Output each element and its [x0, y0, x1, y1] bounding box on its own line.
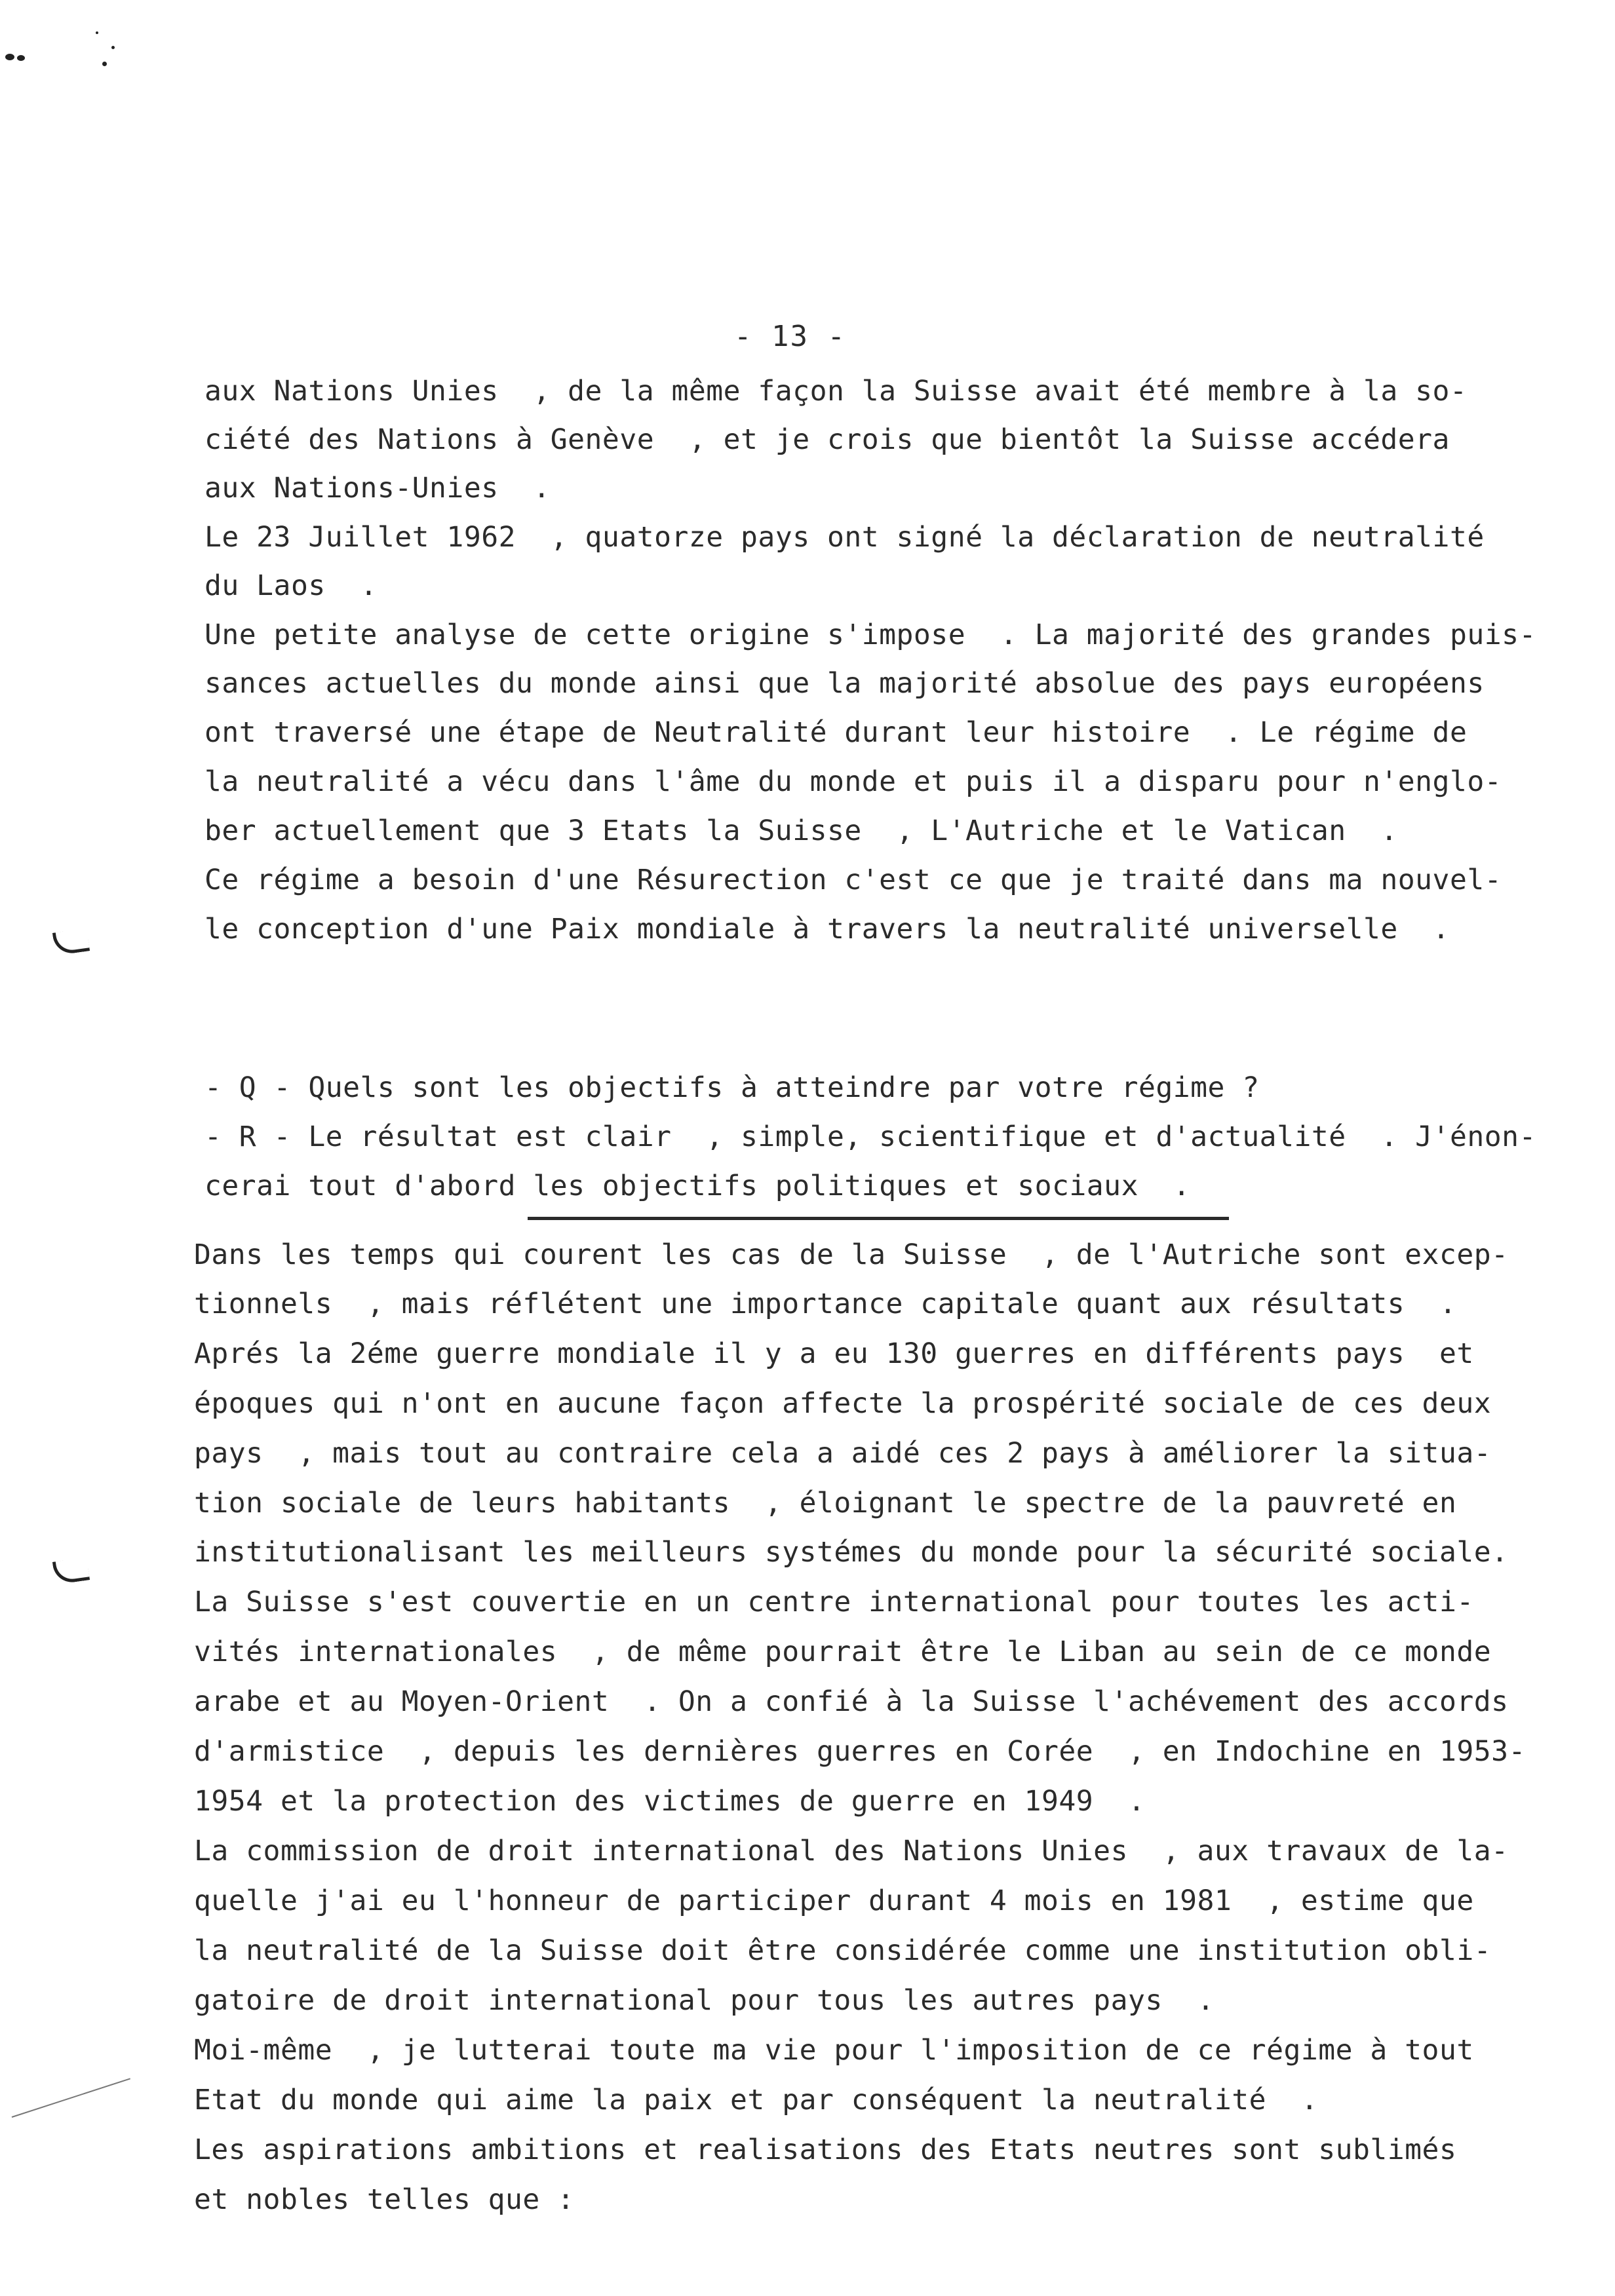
scan-stroke — [12, 2078, 130, 2118]
text-line: la neutralité de la Suisse doit être considérée comme une institution obli- — [194, 1934, 1492, 1967]
text-line: la neutralité a vécu dans l'âme du monde et puis il a disparu pour n'englo- — [204, 765, 1502, 798]
text-line: Moi-même , je lutterai toute ma vie pour l'imposition de ce régime à tout — [194, 2034, 1474, 2067]
text-line: sances actuelles du monde ainsi que la majorité absolue des pays européens — [204, 667, 1485, 700]
text-line: Dans les temps qui courent les cas de la Suisse , de l'Autriche sont excep- — [194, 1238, 1509, 1271]
text-line: Ce régime a besoin d'une Résurection c'est ce que je traité dans ma nouvel- — [204, 864, 1502, 896]
text-line: d'armistice , depuis les dernières guerres en Corée , en Indochine en 1953- — [194, 1735, 1526, 1768]
text-line: Une petite analyse de cette origine s'impose . La majorité des grandes puis- — [204, 619, 1536, 651]
text-line: tionnels , mais réflétent une importance capitale quant aux résultats . — [194, 1288, 1457, 1320]
text-line: vités internationales , de même pourrait être le Liban au sein de ce monde — [194, 1636, 1492, 1668]
text-line: arabe et au Moyen-Orient . On a confié à la Suisse l'achévement des accords — [194, 1685, 1509, 1718]
text-line: tion sociale de leurs habitants , éloignant le spectre de la pauvreté en — [194, 1487, 1457, 1520]
text-line: ber actuellement que 3 Etats la Suisse , L'Autriche et le Vatican . — [204, 814, 1398, 847]
text-line: ciété des Nations à Genève , et je crois que bientôt la Suisse accédera — [204, 423, 1450, 456]
text-line: La commission de droit international des Nations Unies , aux travaux de la- — [194, 1835, 1509, 1867]
text-line: La Suisse s'est couvertie en un centre international pour toutes les acti- — [194, 1586, 1474, 1618]
margin-hole-mark — [52, 1557, 90, 1584]
answer-line: cerai tout d'abord les objectifs politiques et sociaux . — [204, 1170, 1191, 1202]
text-line: pays , mais tout au contraire cela a aidé ces 2 pays à améliorer la situa- — [194, 1437, 1492, 1470]
text-line: gatoire de droit international pour tous les autres pays . — [194, 1984, 1215, 2017]
text-line: Les aspirations ambitions et realisations des Etats neutres sont sublimés — [194, 2133, 1457, 2166]
scan-speck — [111, 46, 115, 49]
answer-line: - R - Le résultat est clair , simple, scientifique et d'actualité . J'énon- — [204, 1120, 1536, 1153]
text-line: Aprés la 2éme guerre mondiale il y a eu 130 guerres en différents pays et — [194, 1337, 1474, 1370]
page-number: - 13 - — [734, 320, 846, 353]
scan-speck — [5, 54, 14, 60]
text-line: aux Nations-Unies . — [204, 472, 551, 505]
scan-speck — [96, 31, 98, 34]
text-line: et nobles telles que : — [194, 2183, 575, 2216]
text-line: 1954 et la protection des victimes de guerre en 1949 . — [194, 1785, 1146, 1818]
text-line: quelle j'ai eu l'honneur de participer durant 4 mois en 1981 , estime que — [194, 1885, 1474, 1917]
text-line: le conception d'une Paix mondiale à travers la neutralité universelle . — [204, 913, 1450, 946]
question-line: - Q - Quels sont les objectifs à atteindre par votre régime ? — [204, 1071, 1260, 1104]
text-line: du Laos . — [204, 569, 378, 602]
underline-rule — [528, 1217, 1229, 1220]
text-line: Etat du monde qui aime la paix et par conséquent la neutralité . — [194, 2084, 1319, 2116]
scan-speck — [17, 55, 25, 61]
text-line: aux Nations Unies , de la même façon la Suisse avait été membre à la so- — [204, 375, 1468, 408]
text-line: ont traversé une étape de Neutralité durant leur histoire . Le régime de — [204, 716, 1468, 749]
text-line: institutionalisant les meilleurs systémes du monde pour la sécurité sociale. — [194, 1536, 1509, 1569]
text-line: Le 23 Juillet 1962 , quatorze pays ont signé la déclaration de neutralité — [204, 521, 1485, 554]
text-line: époques qui n'ont en aucune façon affecte la prospérité sociale de ces deux — [194, 1387, 1492, 1420]
scan-speck — [102, 62, 107, 66]
margin-hole-mark — [52, 928, 90, 955]
